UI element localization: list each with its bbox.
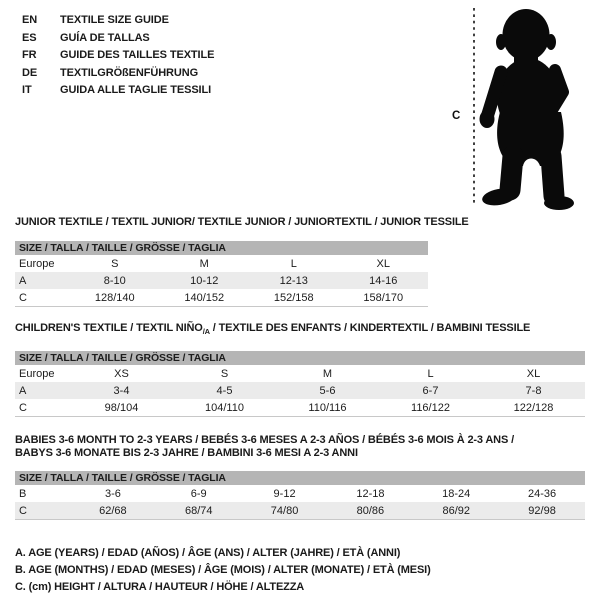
table-cell: 12-18 xyxy=(356,487,385,500)
table-cell: 80/86 xyxy=(327,502,413,520)
language-title-list xyxy=(22,12,214,100)
table-cell: 14-16 xyxy=(339,272,429,289)
row-label: A xyxy=(15,272,70,289)
table-cell: 5-6 xyxy=(276,382,379,399)
lang-row-en xyxy=(22,12,214,30)
row-label: C xyxy=(15,502,70,520)
table-cell: 3-6 xyxy=(104,487,121,500)
lang-row-fr xyxy=(22,47,214,65)
height-label: C xyxy=(452,110,461,122)
table-cell: 8-10 xyxy=(70,272,160,289)
children-size-table xyxy=(15,351,585,417)
table-cell: L xyxy=(290,257,297,270)
lang-code: DE xyxy=(22,66,38,79)
table-row xyxy=(15,255,428,272)
lang-code: IT xyxy=(22,84,32,96)
table-cell: XS xyxy=(114,367,129,380)
table-row xyxy=(15,365,585,382)
table-cell: 128/140 xyxy=(70,289,160,307)
section-title-junior: JUNIOR TEXTILE / TEXTIL JUNIOR/ TEXTILE JUNIOR / JUNIORTEXTIL / JUNIOR TESSILE xyxy=(15,216,469,228)
row-label: C xyxy=(15,289,70,307)
table-cell: 10-12 xyxy=(160,272,250,289)
lang-label: GUIDE DES TAILLES TEXTILE xyxy=(60,49,215,61)
row-label: B xyxy=(19,487,27,500)
table-cell: 140/152 xyxy=(160,289,250,307)
table-row xyxy=(15,272,428,289)
title-prefix: CHILDREN'S TEXTILE / TEXTIL NIÑO xyxy=(15,322,203,334)
table-cell: 18-24 xyxy=(442,487,471,500)
table-row xyxy=(15,502,585,520)
lang-label: GUIDA ALLE TAGLIE TESSILI xyxy=(60,84,212,96)
table-cell: 6-9 xyxy=(190,487,207,500)
table-cell: M xyxy=(322,367,333,380)
section-title-babies xyxy=(15,434,585,460)
row-label: Europe xyxy=(19,257,55,270)
table-cell: S xyxy=(111,257,119,270)
lang-row-de xyxy=(22,65,214,83)
lang-code: FR xyxy=(22,49,37,61)
baby-silhouette xyxy=(480,9,575,210)
size-header-label: SIZE / TALLA / TAILLE / GRÖSSE / TAGLIA xyxy=(15,241,428,255)
row-label: C xyxy=(15,399,70,417)
lang-label: TEXTILE SIZE GUIDE xyxy=(60,14,169,26)
size-header-label: SIZE / TALLA / TAILLE / GRÖSSE / TAGLIA xyxy=(15,471,585,485)
table-cell: 122/128 xyxy=(482,399,585,417)
table-cell: 6-7 xyxy=(379,382,482,399)
lang-label: GUÍA DE TALLAS xyxy=(60,31,150,44)
table-cell: XL xyxy=(376,257,390,270)
table-cell: 4-5 xyxy=(173,382,276,399)
table-cell: 68/74 xyxy=(156,502,242,520)
table-cell: 116/122 xyxy=(379,399,482,417)
table-cell: S xyxy=(220,367,229,380)
lang-code: EN xyxy=(22,14,38,26)
table-cell: 152/158 xyxy=(249,289,339,307)
table-cell: 98/104 xyxy=(70,399,173,417)
lang-row-it xyxy=(22,82,214,100)
legend-line-b: B. AGE (MONTHS) / EDAD (MESES) / ÂGE (MOIS) / ALTER (MONATE) / ETÀ (MESI) xyxy=(15,564,431,577)
table-header-bar xyxy=(15,241,428,255)
table-cell: 92/98 xyxy=(499,502,585,520)
baby-silhouette-graphic xyxy=(440,0,600,212)
table-cell: 7-8 xyxy=(482,382,585,399)
legend-line-c: C. (cm) HEIGHT / ALTURA / HAUTEUR / HÖHE / ALTEZZA xyxy=(15,581,305,594)
title-suffix: / TEXTILE DES ENFANTS / KINDERTEXTIL / BAMBINI TESSILE xyxy=(209,322,531,334)
table-cell: M xyxy=(199,257,209,270)
table-cell: 12-13 xyxy=(249,272,339,289)
section-title-children xyxy=(15,322,585,338)
table-cell: XL xyxy=(526,367,541,380)
table-cell: 86/92 xyxy=(413,502,499,520)
table-cell: 24-36 xyxy=(528,487,557,500)
table-cell: L xyxy=(427,367,434,380)
table-header-bar xyxy=(15,471,585,485)
lang-code: ES xyxy=(22,31,37,44)
table-row xyxy=(15,485,585,502)
junior-size-table xyxy=(15,241,428,307)
size-tables-content xyxy=(15,216,585,596)
lang-row-es xyxy=(22,30,214,48)
lang-label: TEXTILGRÖßENFÜHRUNG xyxy=(60,66,199,79)
table-cell: 3-4 xyxy=(70,382,173,399)
table-header-bar xyxy=(15,351,585,365)
table-cell: 158/170 xyxy=(339,289,429,307)
row-label: Europe xyxy=(19,367,55,380)
table-row xyxy=(15,399,585,417)
title-subscript: /A xyxy=(202,327,210,337)
table-cell: 9-12 xyxy=(273,487,296,500)
measurement-legend xyxy=(15,545,585,596)
table-row xyxy=(15,289,428,307)
table-cell: 110/116 xyxy=(276,399,379,417)
table-row xyxy=(15,382,585,399)
baby-height-figure xyxy=(440,0,600,212)
title-line-1: BABIES 3-6 MONTH TO 2-3 YEARS / BEBÉS 3-6 MESES A 2-3 AÑOS / BÉBÉS 3-6 MOIS À 2-3 ANS / xyxy=(15,434,514,447)
table-cell: 62/68 xyxy=(70,502,156,520)
legend-line-a: A. AGE (YEARS) / EDAD (AÑOS) / ÂGE (ANS) / ALTER (JAHRE) / ETÀ (ANNI) xyxy=(15,547,401,560)
size-header-label: SIZE / TALLA / TAILLE / GRÖSSE / TAGLIA xyxy=(15,351,585,365)
title-line-2: BABYS 3-6 MONATE BIS 2-3 JAHRE / BAMBINI 3-6 MESI A 2-3 ANNI xyxy=(15,447,358,460)
table-cell: 74/80 xyxy=(242,502,328,520)
babies-size-table xyxy=(15,471,585,520)
table-cell: 104/110 xyxy=(173,399,276,417)
row-label: A xyxy=(15,382,70,399)
